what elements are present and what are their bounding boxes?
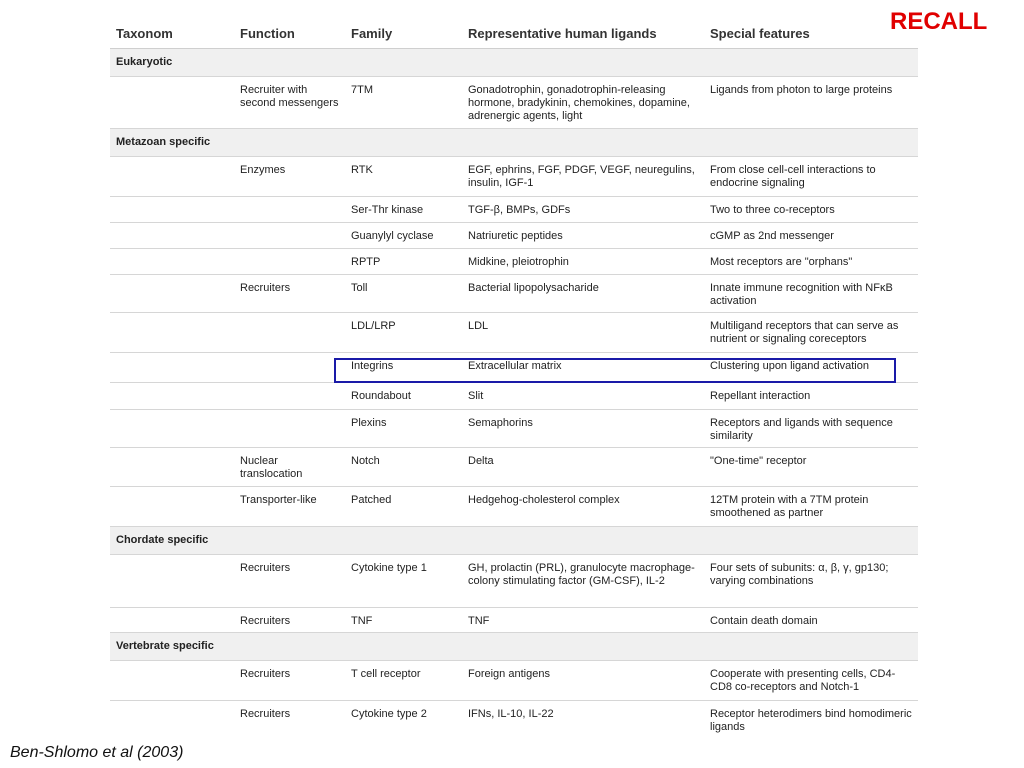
header-ligands: Representative human ligands: [468, 25, 657, 41]
section-eukaryotic: Eukaryotic: [110, 49, 918, 77]
cell-features: Four sets of subunits: α, β, γ, gp130; varying combinations: [710, 562, 889, 587]
cell-features: Clustering upon ligand activation: [710, 360, 869, 372]
section-metazoan: Metazoan specific: [110, 129, 918, 157]
cell-features: "One-time" receptor: [710, 455, 807, 467]
table-row: [110, 448, 918, 487]
cell-function: [234, 313, 345, 352]
citation: Ben-Shlomo et al (2003): [10, 744, 184, 761]
table-row: [110, 223, 918, 249]
cell-family: 7TM: [351, 84, 373, 96]
table-row: [110, 275, 918, 313]
section-chordate: Chordate specific: [110, 527, 918, 555]
integrins-highlight-box: [334, 358, 896, 383]
cell-ligands: IFNs, IL-10, IL-22: [468, 708, 554, 720]
cell-function: Recruiters: [240, 708, 291, 720]
cell-features: cGMP as 2nd messenger: [710, 230, 834, 242]
cell-function: [234, 410, 345, 447]
cell-function: [234, 249, 345, 274]
cell-ligands: Hedgehog-cholesterol complex: [468, 494, 620, 506]
table-header-row: [110, 18, 918, 49]
cell-family: T cell receptor: [351, 668, 421, 680]
cell-features: Receptor heterodimers bind homodimeric ligands: [710, 708, 912, 733]
cell-function: Transporter-like: [240, 494, 317, 506]
cell-ligands: Slit: [468, 390, 484, 402]
cell-ligands: Extracellular matrix: [468, 360, 562, 372]
cell-family: LDL/LRP: [351, 320, 396, 332]
cell-features: From close cell-cell interactions to endocrine signaling: [710, 164, 876, 189]
cell-family: Cytokine type 1: [351, 562, 427, 574]
header-family: Family: [351, 25, 393, 41]
cell-features: Multiligand receptors that can serve as nutrient or signaling coreceptors: [710, 320, 899, 345]
cell-features: Receptors and ligands with sequence similarity: [710, 417, 893, 442]
cell-family: Toll: [351, 282, 368, 294]
cell-function: Recruiters: [240, 562, 291, 574]
cell-features: Repellant interaction: [710, 390, 811, 402]
cell-ligands: Bacterial lipopolysacharide: [468, 282, 599, 294]
table-row: [110, 661, 918, 701]
cell-function: Recruiter with second messengers: [240, 84, 339, 109]
table-row: [110, 608, 918, 633]
cell-ligands: EGF, ephrins, FGF, PDGF, VEGF, neuregulins, insulin, IGF-1: [468, 164, 695, 189]
cell-family: Ser-Thr kinase: [351, 204, 424, 216]
table-row: [110, 197, 918, 223]
table-row: [110, 77, 918, 129]
cell-family: RTK: [351, 164, 373, 176]
table-row: [110, 701, 918, 739]
cell-family: RPTP: [351, 256, 381, 268]
cell-family: Guanylyl cyclase: [351, 230, 434, 242]
cell-family: Notch: [351, 455, 380, 467]
cell-function: [234, 383, 345, 409]
cell-family: TNF: [351, 615, 373, 627]
cell-function: [234, 223, 345, 248]
cell-function: Recruiters: [240, 615, 291, 627]
cell-function: Recruiters: [240, 668, 291, 680]
cell-features: 12TM protein with a 7TM protein smoothened as partner: [710, 494, 869, 519]
cell-ligands: Midkine, pleiotrophin: [468, 256, 569, 268]
cell-function: [234, 353, 345, 382]
cell-family: Integrins: [351, 360, 394, 372]
table-row: [110, 157, 918, 197]
cell-family: Cytokine type 2: [351, 708, 427, 720]
cell-ligands: LDL: [468, 320, 489, 332]
cell-ligands: Delta: [468, 455, 494, 467]
cell-function: [234, 197, 345, 222]
cell-function: Enzymes: [240, 164, 286, 176]
cell-features: Ligands from photon to large proteins: [710, 84, 893, 96]
cell-ligands: Gonadotrophin, gonadotrophin-releasing hormone, bradykinin, chemokines, dopamine, adrenergic agents, light: [468, 84, 690, 122]
cell-ligands: GH, prolactin (PRL), granulocyte macrophage-colony stimulating factor (GM-CSF), IL-2: [468, 562, 695, 587]
table-row: [110, 410, 918, 448]
cell-family: Plexins: [351, 417, 387, 429]
table-row: [110, 383, 918, 410]
cell-ligands: Semaphorins: [468, 417, 533, 429]
cell-family: Patched: [351, 494, 392, 506]
table-row: [110, 313, 918, 353]
cell-ligands: Natriuretic peptides: [468, 230, 563, 242]
section-vertebrate: Vertebrate specific: [110, 633, 918, 661]
cell-features: Contain death domain: [710, 615, 818, 627]
cell-features: Two to three co-receptors: [710, 204, 835, 216]
header-features: Special features: [710, 25, 810, 41]
header-taxonom: Taxonom: [116, 25, 173, 41]
recall-label: RECALL: [890, 8, 988, 35]
cell-ligands: Foreign antigens: [468, 668, 550, 680]
cell-features: Cooperate with presenting cells, CD4-CD8 co-receptors and Notch-1: [710, 668, 896, 693]
cell-features: Most receptors are "orphans": [710, 256, 853, 268]
cell-function: Recruiters: [240, 282, 291, 294]
table-row: [110, 555, 918, 608]
cell-ligands: TGF-β, BMPs, GDFs: [468, 204, 571, 216]
cell-features: Innate immune recognition with NFκB activation: [710, 282, 893, 307]
header-function: Function: [240, 25, 295, 41]
cell-ligands: TNF: [468, 615, 490, 627]
table-row: [110, 249, 918, 275]
cell-family: Roundabout: [351, 390, 411, 402]
cell-function: Nuclear translocation: [240, 455, 303, 480]
table-row: [110, 487, 918, 527]
